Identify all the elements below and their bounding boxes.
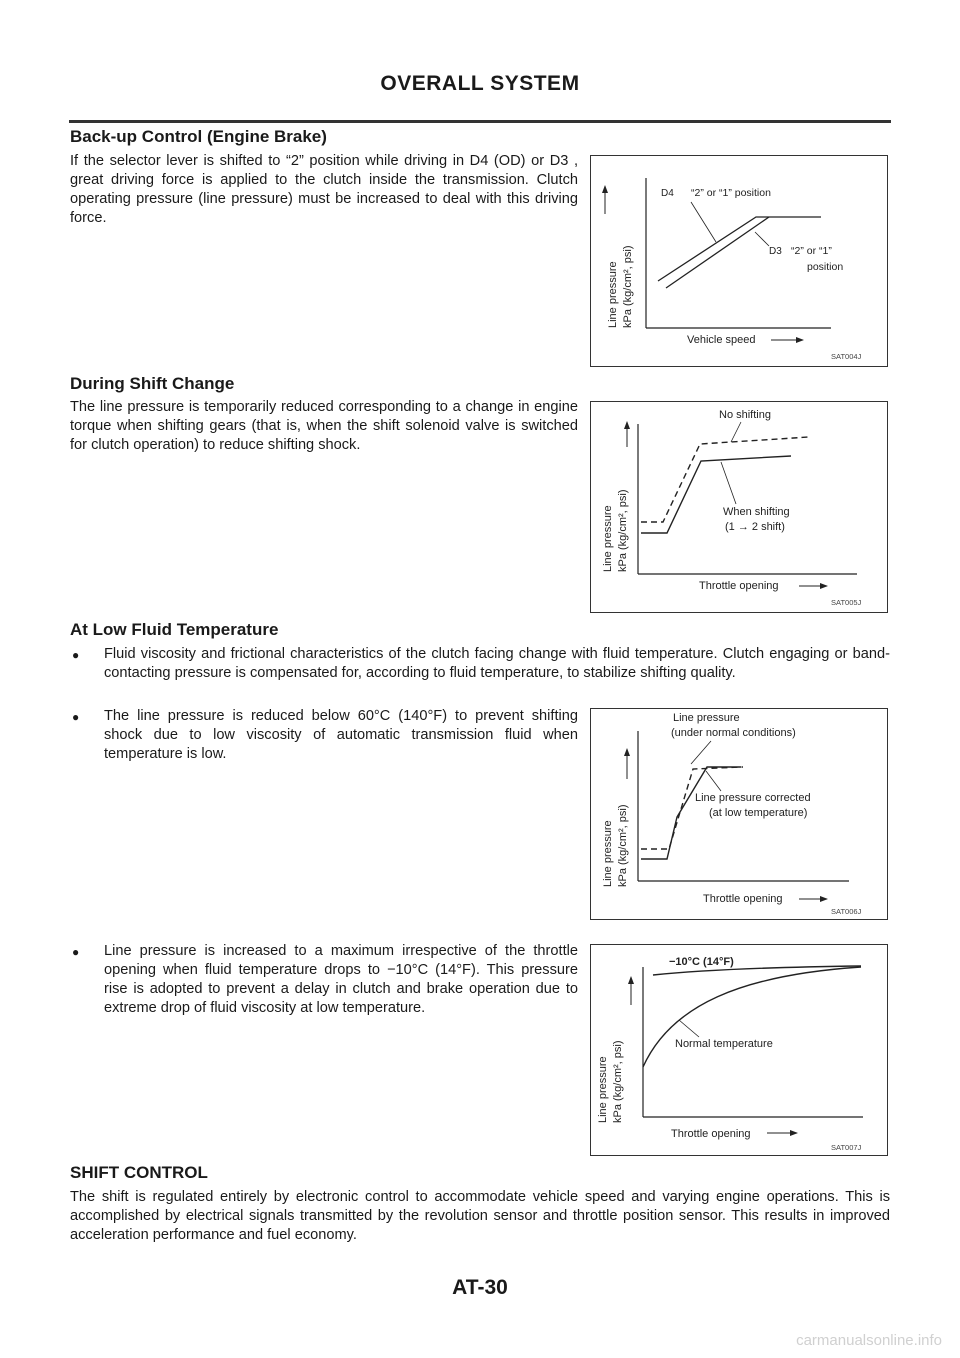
annotation-shift-range: (1 → 2 shift) [725, 521, 785, 533]
y-axis-label-1: Line pressure [602, 505, 614, 572]
figure-sat004j [590, 155, 888, 367]
x-axis-label: Throttle opening [703, 893, 783, 905]
bullet-marker: ● [72, 945, 80, 959]
annotation-corrected: Line pressure corrected [695, 792, 811, 804]
annotation-d3-prefix: D3 [769, 246, 782, 257]
page-header-title: OVERALL SYSTEM [380, 72, 580, 95]
annotation-normal-conditions: (under normal conditions) [671, 727, 796, 739]
section-text-shift-control: The shift is regulated entirely by electronic control to accommodate vehicle speed and varying engine operations. This is accomplished by electrical signals transmitted by the revolution sensor and throttle position sensor. This results in improved acceleration performance and fuel economy. [70, 1189, 890, 1243]
bullet-text-1: Fluid viscosity and frictional characteristics of the clutch facing change with fluid temperature. Clutch engaging or band-contacting pressure is compensated for, according to fluid temperature, to stabilize shifting quality. [104, 646, 890, 681]
x-axis-label: Throttle opening [699, 580, 779, 592]
figure-id: SAT006J [831, 907, 862, 916]
annotation-no-shifting: No shifting [719, 409, 771, 421]
bullet-text-2: The line pressure is reduced below 60°C (140°F) to prevent shifting shock due to low viscosity of automatic transmission fluid when temperature is low. [104, 708, 578, 762]
section-heading-low-temp: At Low Fluid Temperature [70, 620, 279, 639]
annotation-when-shifting: When shifting [723, 506, 790, 518]
watermark: carmanualsonline.info [796, 1332, 942, 1349]
figure-id: SAT007J [831, 1143, 862, 1152]
y-axis-label-1: Line pressure [607, 261, 619, 328]
section-heading-shift-change: During Shift Change [70, 374, 235, 393]
y-axis-label-1: Line pressure [597, 1056, 609, 1123]
annotation-low-temp: (at low temperature) [709, 807, 808, 819]
section-heading-backup-control: Back-up Control (Engine Brake) [70, 127, 327, 146]
figure-sat006j [590, 708, 888, 920]
bullet-text-3: Line pressure is increased to a maximum irrespective of the throttle opening when fluid temperature drops to −10°C (14°F). This pressure rise is adopted to prevent a delay in clutch and brake operation due to extreme drop of fluid viscosity at low temperature. [104, 943, 578, 1016]
figure-id: SAT004J [831, 352, 862, 361]
y-axis-label-2: kPa (kg/cm², psi) [617, 804, 629, 887]
y-axis-label-2: kPa (kg/cm², psi) [622, 245, 634, 328]
x-axis-label: Throttle opening [671, 1128, 751, 1140]
section-text-shift-change: The line pressure is temporarily reduced corresponding to a change in engine torque when shifting gears (that is, when the shift solenoid valve is switched for clutch operation) to reduce shifting shock. [70, 399, 578, 453]
y-axis-label-1: Line pressure [602, 820, 614, 887]
annotation-d4: “2” or “1” position [691, 187, 771, 199]
x-axis-label: Vehicle speed [687, 334, 756, 346]
annotation-minus-10c: −10°C (14°F) [669, 956, 734, 968]
section-heading-shift-control: SHIFT CONTROL [70, 1163, 208, 1182]
annotation-line-pressure: Line pressure [673, 712, 740, 724]
page-number: AT-30 [452, 1276, 508, 1299]
figure-id: SAT005J [831, 598, 862, 607]
y-axis-label-2: kPa (kg/cm², psi) [612, 1040, 624, 1123]
figure-sat007j [590, 944, 888, 1156]
figure-sat005j [590, 401, 888, 613]
annotation-d4-prefix: D4 [661, 188, 674, 199]
curve-d3 [666, 217, 769, 288]
bullet-marker: ● [72, 648, 80, 662]
curve-normal-temp [643, 967, 861, 1067]
annotation-d3-a: “2” or “1” [791, 245, 832, 257]
bullet-marker: ● [72, 710, 80, 724]
header-rule [69, 120, 891, 123]
annotation-normal-temp: Normal temperature [675, 1038, 773, 1050]
y-axis-label-2: kPa (kg/cm², psi) [617, 489, 629, 572]
section-text-backup-control: If the selector lever is shifted to “2” position while driving in D4 (OD) or D3 , great driving force is applied to the clutch inside the transmission. Clutch operating pressure (line pressure) must be increased to deal with this driving force. [70, 153, 578, 226]
annotation-d3-b: position [807, 261, 844, 273]
